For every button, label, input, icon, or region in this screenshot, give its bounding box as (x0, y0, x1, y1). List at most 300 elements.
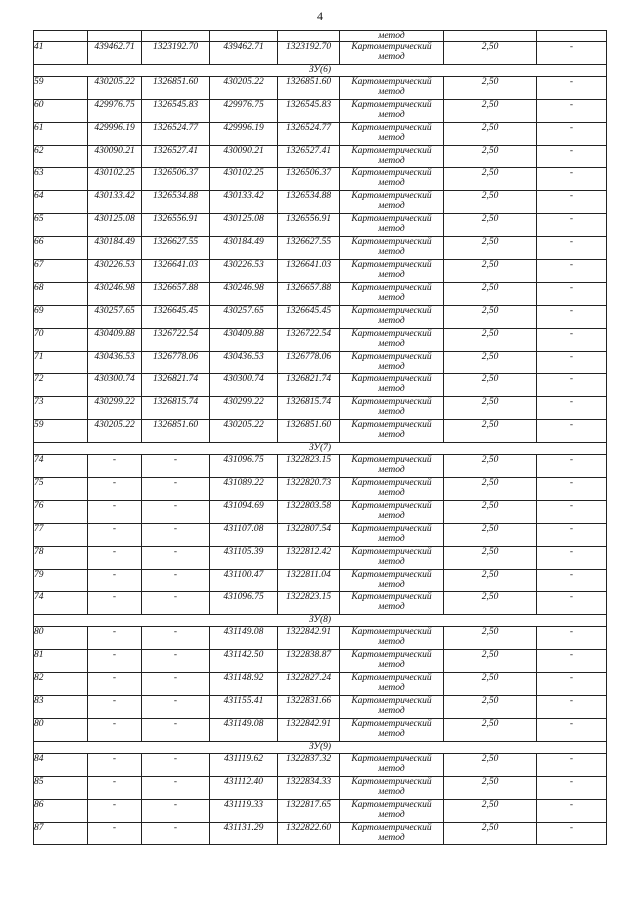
cell-y-new: 1326545.83 (278, 99, 340, 122)
table-row (34, 696, 607, 719)
method-line-2: метод (378, 832, 405, 843)
cell-x-existing: - (88, 478, 142, 501)
cell-x-new: 430205.22 (210, 420, 278, 443)
cell-method (340, 478, 444, 501)
method-line-2: метод (378, 786, 405, 797)
cell-extra: - (537, 718, 607, 741)
cell-y-new: 1326524.77 (278, 122, 340, 145)
cell-method (340, 374, 444, 397)
cell-y-existing: 1326545.83 (142, 99, 210, 122)
cell-method (340, 799, 444, 822)
cell-y-new: 1322837.32 (278, 753, 340, 776)
cell-method (340, 99, 444, 122)
cell-point-number: 61 (34, 122, 88, 145)
cell-y-existing: 1326815.74 (142, 397, 210, 420)
cell-extra: - (537, 374, 607, 397)
cell-x-new: 429996.19 (210, 122, 278, 145)
cell-method (340, 305, 444, 328)
cell-accuracy: 2,50 (444, 145, 537, 168)
cell-point-number: 59 (34, 420, 88, 443)
cell-accuracy: 2,50 (444, 191, 537, 214)
cell-y-new: 1322823.15 (278, 455, 340, 478)
cell-x-existing: - (88, 455, 142, 478)
cell-y-existing: - (142, 650, 210, 673)
method-line-2: метод (378, 660, 405, 671)
method-line-1: Картометрический (351, 799, 432, 810)
section-header-row (34, 64, 607, 76)
cell-y-new: 1322838.87 (278, 650, 340, 673)
method-line-2: метод (378, 510, 405, 521)
cell-x-new: 431100.47 (210, 569, 278, 592)
cell-y-existing: 1326506.37 (142, 168, 210, 191)
method-line-1: Картометрический (351, 99, 432, 110)
cell-accuracy: 2,50 (444, 351, 537, 374)
cell-method (340, 569, 444, 592)
table-row (34, 237, 607, 260)
cell-x-new: 431149.08 (210, 718, 278, 741)
cell-x-existing: 430409.88 (88, 328, 142, 351)
cell-point-number: 82 (34, 673, 88, 696)
method-line-1: Картометрический (351, 191, 432, 202)
top-fragment-row (34, 31, 607, 42)
cell-y-new: 1322820.73 (278, 478, 340, 501)
cell-y-existing: - (142, 673, 210, 696)
cell-method (340, 627, 444, 650)
table-row (34, 145, 607, 168)
cell-x-existing: 430226.53 (88, 260, 142, 283)
method-line-2: метод (378, 602, 405, 613)
cell-x-existing: - (88, 523, 142, 546)
cell-x-new: 430133.42 (210, 191, 278, 214)
method-line-1: Картометрический (351, 546, 432, 557)
cell-x-existing: - (88, 592, 142, 615)
table-row (34, 455, 607, 478)
method-line-1: Картометрический (351, 214, 432, 225)
cell-y-existing: 1326851.60 (142, 76, 210, 99)
cell-y-existing: - (142, 627, 210, 650)
method-line-2: метод (378, 763, 405, 774)
cell-accuracy: 2,50 (444, 776, 537, 799)
table-row (34, 799, 607, 822)
cell-accuracy: 2,50 (444, 478, 537, 501)
table-row (34, 191, 607, 214)
cell-x-new: 430090.21 (210, 145, 278, 168)
method-line-2: метод (378, 224, 405, 235)
table-row (34, 569, 607, 592)
cell-method (340, 546, 444, 569)
section-label: ЗУ(7) (34, 443, 607, 455)
method-line-1: Картометрический (351, 650, 432, 661)
method-line-1: Картометрический (351, 627, 432, 638)
method-line-1: Картометрический (351, 420, 432, 431)
cell-accuracy: 2,50 (444, 822, 537, 845)
cell-x-new: 431096.75 (210, 592, 278, 615)
cell-y-existing: - (142, 776, 210, 799)
cell-extra: - (537, 650, 607, 673)
method-line-1: Картометрический (351, 455, 432, 466)
cell-x-existing: 430246.98 (88, 282, 142, 305)
method-line-1: Картометрический (351, 776, 432, 787)
cell-accuracy: 2,50 (444, 650, 537, 673)
cell-y-new: 1322827.24 (278, 673, 340, 696)
cell-extra: - (537, 500, 607, 523)
method-line-2: метод (378, 683, 405, 694)
cell-y-existing: 1326645.45 (142, 305, 210, 328)
cell-point-number: 66 (34, 237, 88, 260)
coordinates-table (33, 30, 607, 845)
cell-y-existing: 1326527.41 (142, 145, 210, 168)
section-label: ЗУ(8) (34, 615, 607, 627)
cell-x-new: 430246.98 (210, 282, 278, 305)
cell-point-number: 83 (34, 696, 88, 719)
method-line-2: метод (378, 579, 405, 590)
table-row (34, 753, 607, 776)
cell-y-existing: - (142, 822, 210, 845)
cell-x-existing: - (88, 673, 142, 696)
cell-accuracy: 2,50 (444, 523, 537, 546)
method-line-1: Картометрический (351, 122, 432, 133)
method-line-1: Картометрический (351, 42, 432, 52)
cell-y-new: 1326534.88 (278, 191, 340, 214)
cell-extra: - (537, 455, 607, 478)
cell-point-number: 70 (34, 328, 88, 351)
cell-empty (444, 31, 537, 42)
cell-method (340, 673, 444, 696)
table-row (34, 478, 607, 501)
cell-y-new: 1322822.60 (278, 822, 340, 845)
table-row (34, 822, 607, 845)
method-line-1: Картометрический (351, 822, 432, 833)
cell-extra: - (537, 328, 607, 351)
cell-extra: - (537, 776, 607, 799)
method-line-1: Картометрический (351, 397, 432, 408)
method-line-1: Картометрический (351, 500, 432, 511)
table-row (34, 282, 607, 305)
cell-accuracy: 2,50 (444, 214, 537, 237)
cell-accuracy: 2,50 (444, 374, 537, 397)
page-number: 4 (317, 9, 323, 23)
cell-point-number: 63 (34, 168, 88, 191)
cell-method (340, 420, 444, 443)
cell-accuracy: 2,50 (444, 305, 537, 328)
cell-point-number: 80 (34, 718, 88, 741)
cell-accuracy: 2,50 (444, 569, 537, 592)
cell-x-new: 430184.49 (210, 237, 278, 260)
cell-point-number: 67 (34, 260, 88, 283)
cell-extra: - (537, 478, 607, 501)
table-row (34, 500, 607, 523)
cell-point-number: 59 (34, 76, 88, 99)
cell-method (340, 523, 444, 546)
table-row (34, 99, 607, 122)
cell-point-number: 71 (34, 351, 88, 374)
cell-y-new: 1326641.03 (278, 260, 340, 283)
method-line-2: метод (378, 533, 405, 544)
cell-point-number: 74 (34, 592, 88, 615)
cell-x-existing: 430090.21 (88, 145, 142, 168)
cell-x-new: 430226.53 (210, 260, 278, 283)
cell-accuracy: 2,50 (444, 237, 537, 260)
cell-extra: - (537, 305, 607, 328)
cell-y-new: 1322831.66 (278, 696, 340, 719)
cell-method (340, 42, 444, 65)
table-row (34, 305, 607, 328)
cell-accuracy: 2,50 (444, 546, 537, 569)
cell-point-number: 76 (34, 500, 88, 523)
cell-point-number: 86 (34, 799, 88, 822)
cell-x-new: 430409.88 (210, 328, 278, 351)
cell-y-existing: - (142, 455, 210, 478)
cell-y-new: 1326657.88 (278, 282, 340, 305)
cell-extra: - (537, 351, 607, 374)
cell-extra: - (537, 191, 607, 214)
cell-accuracy: 2,50 (444, 627, 537, 650)
cell-x-existing: - (88, 822, 142, 845)
method-line-2: метод (378, 52, 405, 62)
cell-x-existing: - (88, 799, 142, 822)
table-row (34, 260, 607, 283)
cell-y-new: 1322807.54 (278, 523, 340, 546)
cell-y-new: 1326851.60 (278, 76, 340, 99)
cell-x-new: 431155.41 (210, 696, 278, 719)
table-row (34, 168, 607, 191)
cell-x-new: 430436.53 (210, 351, 278, 374)
cell-point-number: 75 (34, 478, 88, 501)
cell-y-new: 1322817.65 (278, 799, 340, 822)
method-line-2: метод (378, 292, 405, 303)
table-body (34, 31, 607, 845)
cell-y-new: 1322811.04 (278, 569, 340, 592)
method-line-1: Картометрический (351, 237, 432, 248)
cell-method (340, 122, 444, 145)
cell-method (340, 500, 444, 523)
cell-method (340, 592, 444, 615)
cell-extra: - (537, 822, 607, 845)
method-line-1: Картометрический (351, 328, 432, 339)
cell-y-existing: 1326556.91 (142, 214, 210, 237)
cell-empty (210, 31, 278, 42)
cell-accuracy: 2,50 (444, 753, 537, 776)
cell-y-existing: 1326657.88 (142, 282, 210, 305)
cell-accuracy: 2,50 (444, 122, 537, 145)
cell-extra: - (537, 592, 607, 615)
cell-x-existing: - (88, 776, 142, 799)
cell-accuracy: 2,50 (444, 76, 537, 99)
cell-x-existing: 430205.22 (88, 76, 142, 99)
cell-point-number: 80 (34, 627, 88, 650)
cell-accuracy: 2,50 (444, 42, 537, 65)
cell-method (340, 696, 444, 719)
cell-y-new: 1323192.70 (278, 42, 340, 65)
cell-accuracy: 2,50 (444, 168, 537, 191)
cell-extra: - (537, 799, 607, 822)
method-line-2: метод (378, 556, 405, 567)
method-line-1: Картометрический (351, 305, 432, 316)
cell-point-number: 72 (34, 374, 88, 397)
cell-method (340, 822, 444, 845)
cell-accuracy: 2,50 (444, 328, 537, 351)
cell-empty (537, 31, 607, 42)
cell-extra: - (537, 696, 607, 719)
cell-point-number: 62 (34, 145, 88, 168)
cell-method (340, 397, 444, 420)
cell-method (340, 76, 444, 99)
cell-y-new: 1326722.54 (278, 328, 340, 351)
cell-extra: - (537, 397, 607, 420)
cell-x-new: 431089.22 (210, 478, 278, 501)
cell-extra: - (537, 420, 607, 443)
method-line-2: метод (378, 315, 405, 326)
cell-y-new: 1326815.74 (278, 397, 340, 420)
method-line-2: метод (378, 488, 405, 499)
cell-extra: - (537, 122, 607, 145)
cell-y-new: 1326506.37 (278, 168, 340, 191)
cell-x-existing: - (88, 650, 142, 673)
cell-y-existing: - (142, 569, 210, 592)
cell-y-existing: - (142, 478, 210, 501)
section-label: ЗУ(9) (34, 741, 607, 753)
cell-x-new: 431149.08 (210, 627, 278, 650)
table-row (34, 351, 607, 374)
method-line-2: метод (378, 86, 405, 97)
method-line-2: метод (378, 809, 405, 820)
cell-method (340, 650, 444, 673)
section-header-row (34, 443, 607, 455)
cell-y-existing: 1326641.03 (142, 260, 210, 283)
cell-x-existing: - (88, 627, 142, 650)
method-line-2: метод (378, 132, 405, 143)
cell-extra: - (537, 569, 607, 592)
method-line-2: метод (378, 155, 405, 166)
cell-x-new: 431094.69 (210, 500, 278, 523)
cell-extra: - (537, 99, 607, 122)
cell-y-new: 1326556.91 (278, 214, 340, 237)
cell-y-new: 1326627.55 (278, 237, 340, 260)
cell-empty (278, 31, 340, 42)
cell-x-existing: 430300.74 (88, 374, 142, 397)
cell-y-existing: - (142, 500, 210, 523)
method-line-1: Картометрический (351, 76, 432, 87)
table-row (34, 718, 607, 741)
cell-x-new: 430125.08 (210, 214, 278, 237)
cell-y-new: 1322842.91 (278, 718, 340, 741)
cell-x-new: 430300.74 (210, 374, 278, 397)
cell-y-new: 1326851.60 (278, 420, 340, 443)
cell-x-new: 431105.39 (210, 546, 278, 569)
cell-x-existing: 430125.08 (88, 214, 142, 237)
method-line-2: метод (378, 338, 405, 349)
method-line-1: Картометрический (351, 753, 432, 764)
cell-y-new: 1322812.42 (278, 546, 340, 569)
cell-extra: - (537, 523, 607, 546)
cell-y-new: 1322823.15 (278, 592, 340, 615)
cell-point-number: 65 (34, 214, 88, 237)
cell-point-number: 85 (34, 776, 88, 799)
cell-x-existing: 430257.65 (88, 305, 142, 328)
table-row (34, 420, 607, 443)
cell-empty (34, 31, 88, 42)
method-line-2: метод (378, 407, 405, 418)
cell-y-new: 1322834.33 (278, 776, 340, 799)
cell-x-new: 431142.50 (210, 650, 278, 673)
cell-x-existing: 430133.42 (88, 191, 142, 214)
table-row (34, 673, 607, 696)
cell-x-existing: - (88, 569, 142, 592)
section-header-row (34, 741, 607, 753)
method-line-1: Картометрический (351, 374, 432, 385)
cell-x-existing: - (88, 546, 142, 569)
cell-point-number: 81 (34, 650, 88, 673)
cell-extra: - (537, 145, 607, 168)
cell-point-number: 73 (34, 397, 88, 420)
method-line-1: Картометрический (351, 569, 432, 580)
cell-point-number: 74 (34, 455, 88, 478)
cell-x-existing: 439462.71 (88, 42, 142, 65)
cell-y-new: 1326645.45 (278, 305, 340, 328)
cell-x-new: 430299.22 (210, 397, 278, 420)
cell-point-number: 87 (34, 822, 88, 845)
method-line-1: Картометрический (351, 523, 432, 534)
cell-x-existing: 429996.19 (88, 122, 142, 145)
cell-x-new: 430257.65 (210, 305, 278, 328)
cell-extra: - (537, 673, 607, 696)
cell-extra: - (537, 546, 607, 569)
cell-method (340, 776, 444, 799)
method-line-2: метод (378, 270, 405, 281)
cell-x-new: 431112.40 (210, 776, 278, 799)
cell-extra: - (537, 627, 607, 650)
cell-y-existing: 1326778.06 (142, 351, 210, 374)
cell-extra: - (537, 214, 607, 237)
table-row (34, 397, 607, 420)
cell-accuracy: 2,50 (444, 500, 537, 523)
cell-x-existing: 430205.22 (88, 420, 142, 443)
method-line-1: Картометрический (351, 282, 432, 293)
cell-extra: - (537, 168, 607, 191)
cell-extra: - (537, 282, 607, 305)
cell-extra: - (537, 237, 607, 260)
method-line-1: Картометрический (351, 145, 432, 156)
cell-y-existing: 1326524.77 (142, 122, 210, 145)
cell-y-existing: 1326627.55 (142, 237, 210, 260)
cell-point-number: 84 (34, 753, 88, 776)
method-line-1: Картометрический (351, 592, 432, 603)
cell-point-number: 64 (34, 191, 88, 214)
cell-y-new: 1326821.74 (278, 374, 340, 397)
cell-x-new: 431148.92 (210, 673, 278, 696)
cell-accuracy: 2,50 (444, 420, 537, 443)
table-row (34, 374, 607, 397)
cell-point-number: 69 (34, 305, 88, 328)
cell-x-new: 431119.62 (210, 753, 278, 776)
cell-method (340, 191, 444, 214)
cell-x-new: 429976.75 (210, 99, 278, 122)
cell-y-existing: 1323192.70 (142, 42, 210, 65)
table-row (34, 328, 607, 351)
cell-point-number: 77 (34, 523, 88, 546)
cell-x-new: 431107.08 (210, 523, 278, 546)
cell-y-existing: 1326722.54 (142, 328, 210, 351)
cell-accuracy: 2,50 (444, 260, 537, 283)
cell-y-existing: 1326821.74 (142, 374, 210, 397)
method-line-2: метод (378, 706, 405, 717)
cell-method (340, 718, 444, 741)
method-line-2: метод (378, 247, 405, 258)
section-header-row (34, 615, 607, 627)
cell-y-existing: - (142, 753, 210, 776)
cell-x-new: 431119.33 (210, 799, 278, 822)
method-line-1: Картометрический (351, 696, 432, 707)
